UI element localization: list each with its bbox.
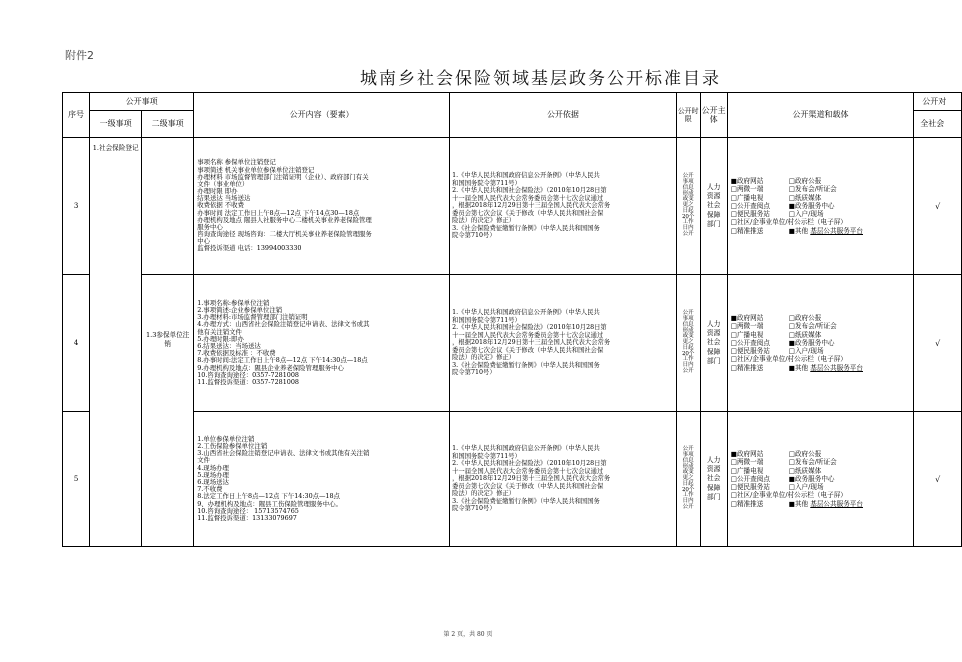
header-subject: 公开主体 — [700, 93, 727, 138]
row-channels: ■政府网站 □政府公报 □两微一端 □发布会/听证会 □广播电视 □纸质媒体 □公开查阅点 ■政务服务中心 □便民服务站 □入户/现场 □社区/企事业单位/村公示栏（电子屏） □精准推送 ■其他 基层公共服务平台 — [727, 412, 914, 547]
annex-label: 附件2 — [65, 49, 94, 62]
header-public-items: 公开事项 — [90, 93, 194, 111]
header-content: 公开内容（要素） — [194, 93, 450, 138]
row-basis: 1.《中华人民共和国政府信息公开条例》（中华人民共 和国国务院令第711号） 2.《中华人民共和国社会保险法》（2010年10月28日第 十一届全国人民代表大会常务委员会第十七次会议通过 ，根据2018年12月29日第十三届全国人民代表大会常务 委员会第七次会议《关于修改（中华人民共和国社会保 险法）的决定》修正） 3.《社会保险费征缴暂行条例》（中华人民共和国国务 院令第710号） — [450, 138, 677, 275]
level2-item: 1.3参保单位注销 — [142, 275, 194, 547]
page-footer: 第 2 页，共 80 页 — [443, 631, 493, 638]
header-time: 公开时限 — [676, 93, 700, 138]
row-content: 1.事项名称:参保单位注销 2.事项简述:企业参保单位注销 3.办理材料:市场监督管理部门注销证明 4.办理方式：山西省社会保险注销登记申请表、法律文书或其 他有关注销文件 5.办理时限:即办 6.结果送达：当场送达 7.收费依据及标准 ：不收费 8.办事时间:法定工作日上午8点—12点 下午14:30点—18点 9.办理机构及地点：隰县企业养老保险管理服务中心 10.咨询查询途径：0357-7281008 11.监督投诉渠道：0357-7281008 — [194, 275, 450, 412]
header-seq: 序号 — [63, 93, 90, 138]
row-seq: 4 — [63, 275, 90, 412]
row-basis: 1.《中华人民共和国政府信息公开条例》（中华人民共 和国国务院令第711号） 2.《中华人民共和国社会保险法》（2010年10月28日第 十一届全国人民代表大会常务委员会第十七次会议通过 ，根据2018年12月29日第十三届全国人民代表大会常务 委员会第七次会议《关于修改（中华人民共和国社会保 险法）的决定》修正） 3.《社会保险费征缴暂行条例》（中华人民共和国国务 院令第710号） — [450, 412, 677, 547]
row-content: 1.单位参保单位注销 2.工伤保险参保单位注销 3.山西省社会保险注销登记申请表、法律文书或其他有关注销 文件 4.现场办理 5.现场办理 6.现场送达 7.不收费 8.法定工作日上午8点—12点 下午14:30点—18点 9、办理机构及地点：隰县工伤保险管理服务中心。 10.咨询查询途径： 15713574765 11.监督投诉渠道：13133079697 — [194, 412, 450, 547]
header-level1: 一级事项 — [90, 111, 142, 138]
table-row — [63, 412, 962, 547]
row-subject: 人力 资源 社会 保障 部门 — [700, 138, 727, 275]
page-title: 城南乡社会保险领域基层政务公开标准目录 — [360, 69, 721, 89]
header-channels: 公开渠道和载体 — [727, 93, 914, 138]
header-basis: 公开依据 — [450, 93, 677, 138]
table-row — [63, 138, 962, 275]
level1-item: 1.社会保险登记 — [90, 138, 142, 547]
row-subject: 人力 资源 社会 保障 部门 — [700, 412, 727, 547]
row-subject: 人力 资源 社会 保障 部门 — [700, 275, 727, 412]
row-channels: ■政府网站 □政府公报 □两微一端 □发布会/听证会 □广播电视 □纸质媒体 □公开查阅点 ■政务服务中心 □便民服务站 □入户/现场 □社区/企事业单位/村公示栏（电子屏） □精准推送 ■其他 基层公共服务平台 — [727, 138, 914, 275]
row-time: 公开 事项 信息 形成 或变 更之 日起 20个 工作 日内 公开 — [676, 412, 700, 547]
header-scope: 公开对 — [914, 93, 962, 111]
row-check: √ — [914, 412, 962, 547]
row-content: 事项名称 参保单位注销登记 事项简述 机关事业单位参保单位注销登记 办理材料 市场监督管理部门注销证明（企业）、政府部门有关 文件（事业单位） 办理时限 即办 结果送达 当场送达 收费依据 不收费 办事时间 法定工作日上午8点—12点 下午14点30—18点 办理机构及地点 隰县人社服务中心二楼机关事业养老保险管理 服务中心 咨询查询途径 现场咨询：二楼大厅机关事业养老保险管理服务 中心 监督投诉渠道 电话：13994003330 — [194, 138, 450, 275]
header-whole-society: 全社会 — [914, 111, 962, 138]
row-basis: 1.《中华人民共和国政府信息公开条例》（中华人民共 和国国务院令第711号） 2.《中华人民共和国社会保险法》（2010年10月28日第 十一届全国人民代表大会常务委员会第十七次会议通过 ，根据2018年12月29日第十三届全国人民代表大会常务 委员会第七次会议《关于修改（中华人民共和国社会保 险法）的决定》修正） 3.《社会保险费征缴暂行条例》（中华人民共和国国务 院令第710号） — [450, 275, 677, 412]
header-level2: 二级事项 — [142, 111, 194, 138]
level2-empty — [142, 138, 194, 275]
row-time: 公开 事项 信息 形成 或变 更之 日起 20个 工作 日内 公开 — [676, 275, 700, 412]
table-row — [63, 275, 962, 412]
row-channels: ■政府网站 □政府公报 □两微一端 □发布会/听证会 □广播电视 □纸质媒体 □公开查阅点 ■政务服务中心 □便民服务站 □入户/现场 □社区/企事业单位/村公示栏（电子屏） □精准推送 ■其他 基层公共服务平台 — [727, 275, 914, 412]
row-seq: 3 — [63, 138, 90, 275]
row-check: √ — [914, 275, 962, 412]
row-check: √ — [914, 138, 962, 275]
row-time: 公开 事项 信息 形成 或变 更之 日起 20个 工作 日内 公开 — [676, 138, 700, 275]
catalog-table — [62, 92, 962, 547]
row-seq: 5 — [63, 412, 90, 547]
